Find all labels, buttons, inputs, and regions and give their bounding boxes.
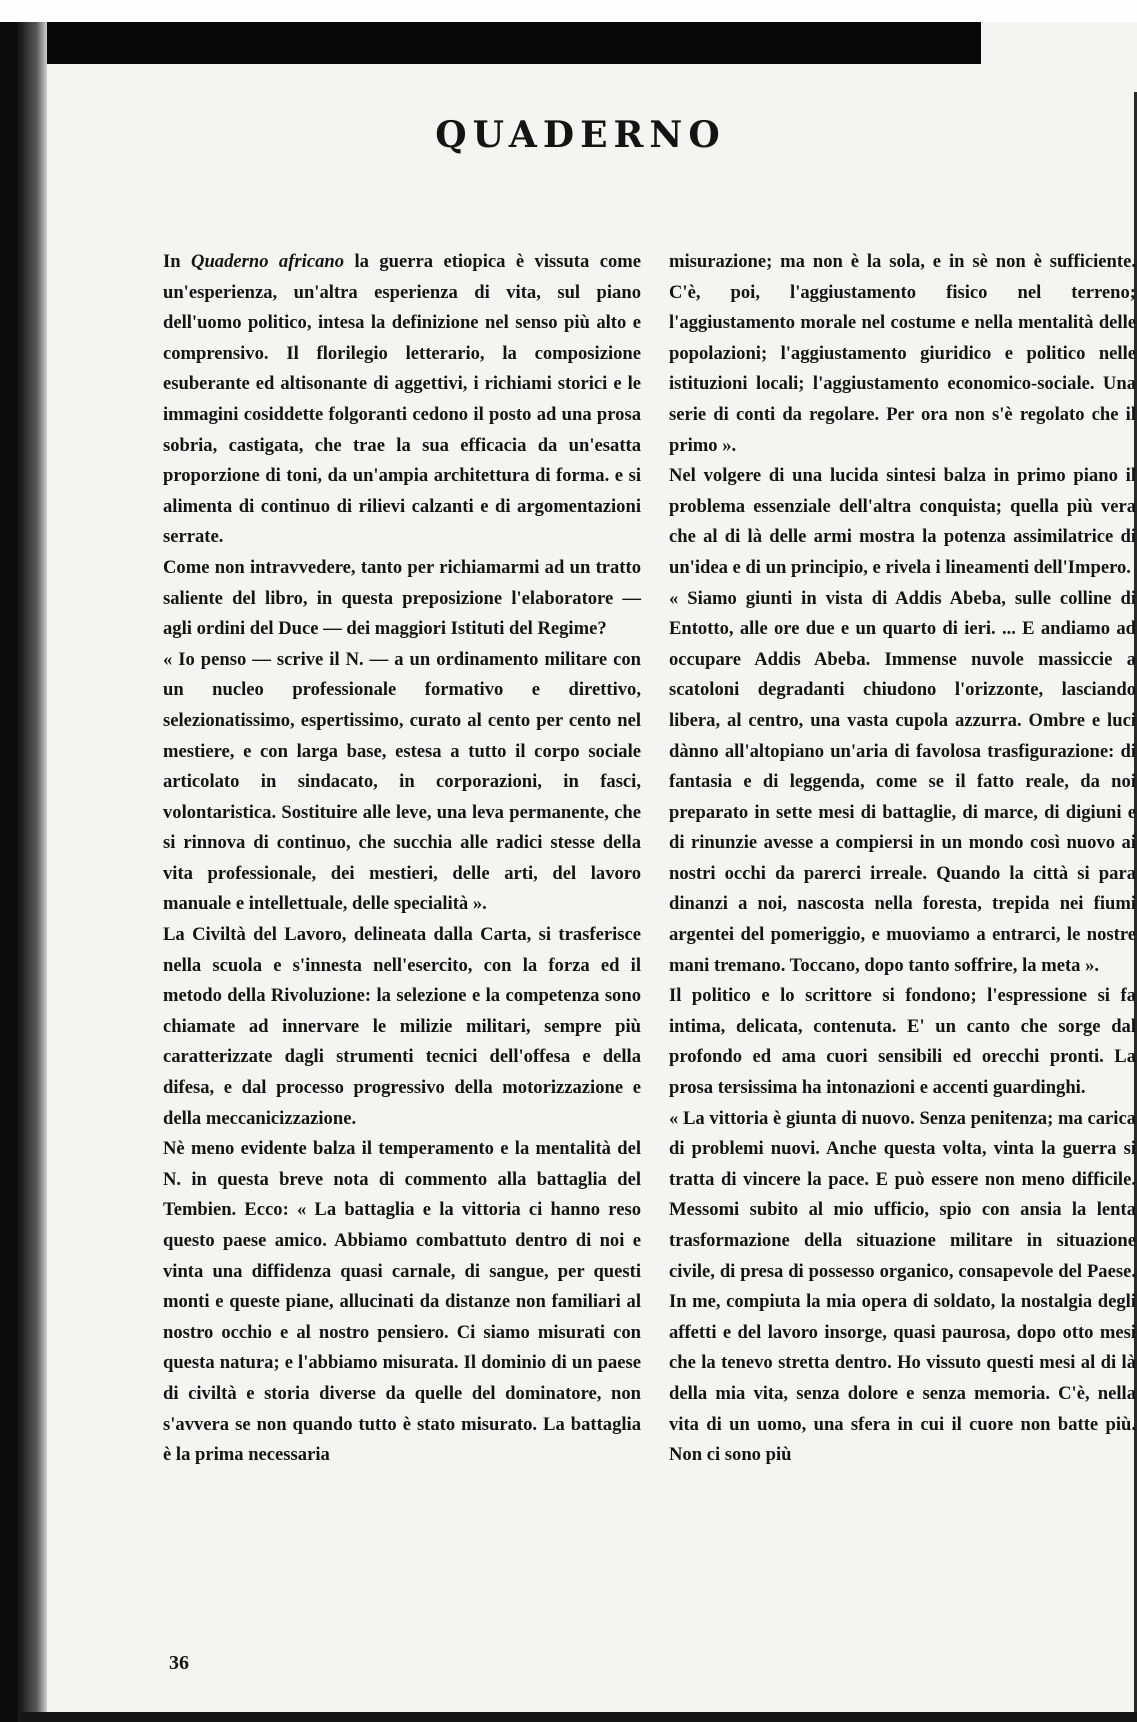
paragraph: In Quaderno africano la guerra etiopica è vissuta come un'esperienza, un'altra esperienza di vita, sul piano dell'uomo politico, intesa la definizione nel senso più alto e comprensivo. Il florilegio letterario, la composizione esuberante ed altisonante di aggettivi, i richiami storici e le immagini cosiddette folgoranti cedono il posto ad una prosa sobria, castigata, che trae la sua efficacia da un'esatta proporzione di toni, da un'ampia architettura di forma. e si alimenta di continuo di rilievi calzanti e di argomentazioni serrate. [163, 251, 641, 548]
book-title: Quaderno africano [191, 251, 345, 272]
quotation: « Io penso — scrive il N. — a un ordinamento militare con un nucleo professionale formativo e direttivo, selezionatissimo, espertissimo, curato al cento per cento nel mestiere, e con larga base, estesa a tutto il corpo sociale articolato in sindacato, in corporazioni, in fasci, volontaristica. Sostituire alle leve, una leva permanente, che si rinnova di continuo, che succhia alle radici stesse della vita professionale, dei mestieri, delle arti, del lavoro manuale e intellettuale, delle specialità ». [163, 648, 641, 915]
paragraph: Il politico e lo scrittore si fondono; l'espressione si fa intima, delicata, contenuta. E' un canto che sorge dal profondo ed ama cuori sensibili ed orecchi pronti. La prosa tersissima ha intonazioni e accenti guardinghi. [669, 985, 1136, 1099]
paragraph: misurazione; ma non è la sola, e in sè non è sufficiente. C'è, poi, l'aggiustamento fisico nel terreno; l'aggiustamento morale nel costume e nella mentalità delle popolazioni; l'aggiustamento giuridico e politico nelle istituzioni locali; l'aggiustamento economico-sociale. Una serie di conti da regolare. Per ora non s'è regolato che il primo ». [669, 251, 1136, 456]
paragraph: La Civiltà del Lavoro, delineata dalla Carta, si trasferisce nella scuola e s'innesta nell'esercito, con la forza ed il metodo della Rivoluzione: la selezione e la competenza sono chiamate ad innervare le milizie militari, sempre più caratterizzate dagli strumenti tecnici dell'offesa e della difesa, e dal processo progressivo della motorizzazione e della meccanicizzazione. [163, 924, 641, 1129]
left-column [163, 247, 641, 1471]
scan-shadow-top [21, 22, 981, 64]
page-number: 36 [169, 1652, 189, 1674]
section-title: QUADERNO [435, 114, 726, 156]
scan-border [0, 0, 1137, 22]
paragraph: Nè meno evidente balza il temperamento e la mentalità del N. in questa breve nota di commento alla battaglia del Tembien. Ecco: « La battaglia e la vittoria ci hanno reso questo paese amico. Abbiamo combattuto dentro di noi e vinta una diffidenza quasi carnale, di sangue, per questi monti e queste piane, allucinati da distanze non familiari al nostro occhio e al nostro pensiero. Ci siamo misurati con questa natura; e l'abbiamo misurata. Il dominio di un paese di civiltà e storia diverse da quelle del dominatore, non s'avvera se non quando tutto è stato misurato. La battaglia è la prima necessaria [163, 1138, 641, 1466]
quotation: « La vittoria è giunta di nuovo. Senza penitenza; ma carica di problemi nuovi. Anche questa volta, vinta la guerra si tratta di vincere la pace. E può essere non meno difficile. Messomi subito al mio ufficio, spio con ansia la lenta trasformazione della situazione militare in situazione civile, di presa di possesso organico, consapevole del Paese. In me, compiuta la mia opera di soldato, la nostalgia degli affetti e del lavoro insorge, quasi paurosa, dopo otto mesi che la tenevo stretta dentro. Ho vissuto questi mesi al di là della mia vita, senza dolore e senza memoria. C'è, nella vita di un uomo, una sfera in cui il cuore non batte più. Non ci sono più [669, 1107, 1136, 1466]
quotation: « Siamo giunti in vista di Addis Abeba, sulle colline di Entotto, alle ore due e un quarto di ieri. ... E andiamo ad occupare Addis Abeba. Immense nuvole massiccie a scatoloni degradanti chiudono l'orizzonte, lasciando libera, al centro, una vasta cupola azzurra. Ombre e luci dànno all'altopiano un'aria di favolosa trasfigurazione: di fantasia e di leggenda, come se il fatto reale, da noi preparato in sette mesi di battaglie, di marce, di digiuni e di rinunzie avesse a compiersi in un mondo così nuovo ai nostri occhi da parerci irreale. Quando la città si para dinanzi a noi, nascosta nella foresta, trepida nei fiumi argentei del pomeriggio, e muoviamo a entrarci, le nostre mani tremano. Toccano, dopo tanto soffrire, la meta ». [669, 587, 1136, 976]
scan-shadow-bottom [21, 1712, 1137, 1722]
paragraph: Come non intravvedere, tanto per richiamarmi ad un tratto saliente del libro, in questa preposizione l'elaboratore — agli ordini del Duce — dei maggiori Istituti del Regime? [163, 556, 641, 640]
paragraph: Nel volgere di una lucida sintesi balza in primo piano il problema essenziale dell'altra conquista; quella più vera che al di là delle armi mostra la potenza assimilatrice di un'idea e di un principio, e rivela i lineamenti dell'Impero. [669, 465, 1136, 578]
page [18, 22, 1137, 1722]
scan-shadow-left [21, 22, 47, 1722]
right-column [669, 247, 1136, 1471]
